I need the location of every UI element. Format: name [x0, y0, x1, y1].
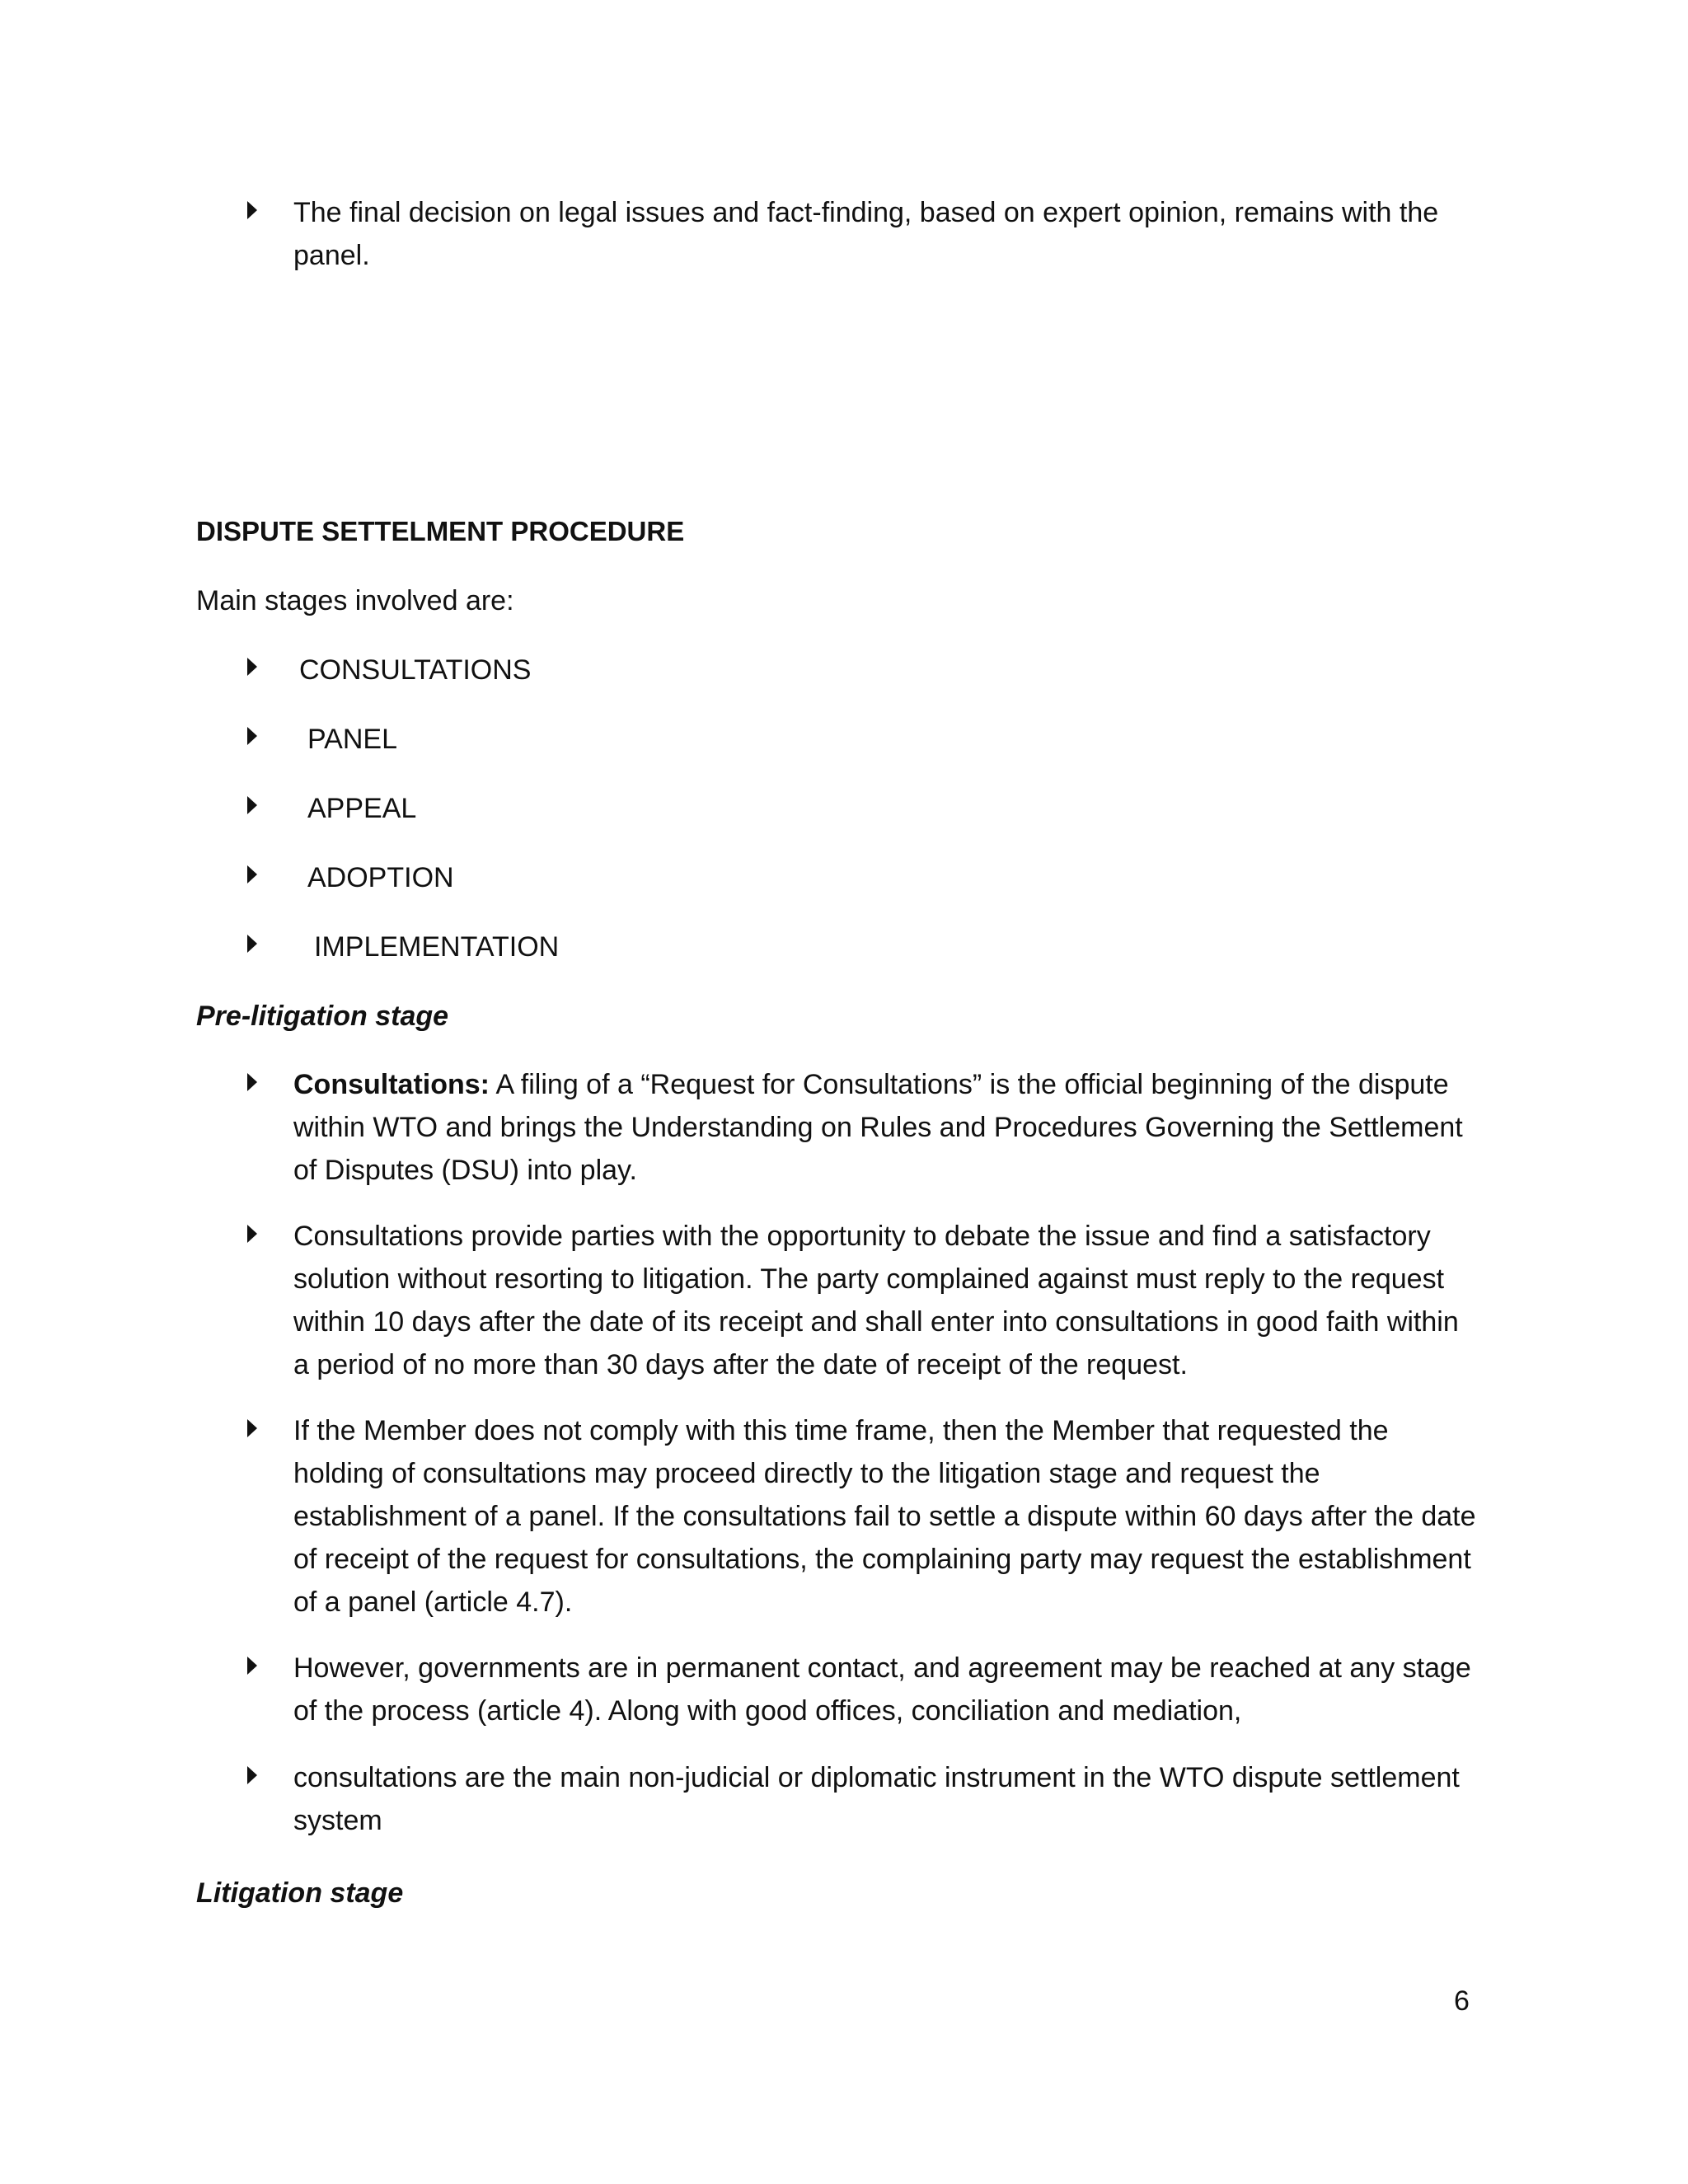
pre-litigation-bullet-3: If the Member does not comply with this time frame, then the Member that requested the holding of consultations may proceed directly to the litigation stage and request the establishment of a panel. If the consultations fail to settle a dispute within 60 days after the date of receipt of the request for consultations, the complaining party may request the establishment of a panel (article 4.7). — [293, 1415, 1476, 1618]
stage-item: PANEL — [307, 724, 397, 755]
stages-intro: Main stages involved are: — [196, 585, 514, 616]
bullet-marker-icon — [247, 727, 257, 745]
section-heading: DISPUTE SETTELMENT PROCEDURE — [196, 516, 685, 546]
bullet-marker-icon — [247, 935, 257, 953]
stage-item: CONSULTATIONS — [299, 654, 532, 686]
bullet-marker-icon — [247, 1419, 257, 1437]
stage-item: IMPLEMENTATION — [314, 931, 560, 963]
consultations-label: Consultations: — [293, 1069, 490, 1100]
pre-litigation-bullet-4: However, governments are in permanent contact, and agreement may be reached at any stage of the process (article 4). Along with good offices, conciliation and mediation, — [293, 1652, 1471, 1727]
page-number: 6 — [1454, 1985, 1470, 2017]
litigation-heading: Litigation stage — [196, 1877, 404, 1909]
pre-litigation-bullet-5: consultations are the main non-judicial or diplomatic instrument in the WTO dispute settlement system — [293, 1762, 1460, 1836]
bullet-marker-icon — [247, 1073, 257, 1091]
bullet-marker-icon — [247, 796, 257, 814]
bullet-marker-icon — [247, 1766, 257, 1784]
intro-bullet-text: The final decision on legal issues and fact-finding, based on expert opinion, remains with the panel. — [293, 197, 1439, 271]
bullet-marker-icon — [247, 1657, 257, 1675]
bullet-marker-icon — [247, 658, 257, 676]
consultations-bullet — [293, 1063, 1480, 1192]
pre-litigation-heading: Pre-litigation stage — [196, 1001, 449, 1032]
bullet-marker-icon — [247, 201, 257, 219]
bullet-marker-icon — [247, 865, 257, 883]
bullet-marker-icon — [247, 1225, 257, 1243]
stage-item: ADOPTION — [307, 862, 454, 893]
stage-item: APPEAL — [307, 793, 417, 824]
consultations-text: A filing of a “Request for Consultations” is the official beginning of the dispute within WTO and brings the Understanding on Rules and Procedures Governing the Settlement of Disputes (DSU) into play. — [293, 1069, 1463, 1186]
pre-litigation-bullet-2: Consultations provide parties with the opportunity to debate the issue and find a satisfactory solution without resorting to litigation. The party complained against must reply to the request within 10 days after the date of its receipt and shall enter into consultations in good faith within a period of no more than 30 days after the date of receipt of the request. — [293, 1221, 1459, 1380]
